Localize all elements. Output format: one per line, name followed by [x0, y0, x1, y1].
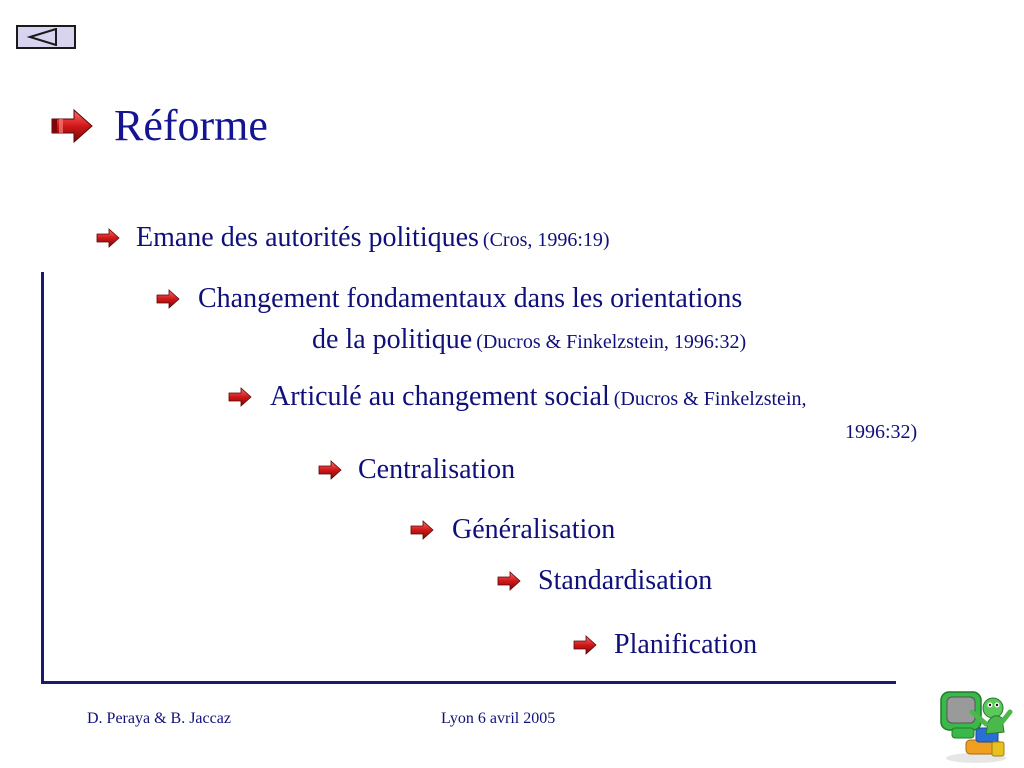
- frame-horizontal-line: [41, 681, 896, 684]
- red-arrow-bullet-icon: [573, 635, 597, 655]
- item-text-line2: de la politique: [312, 324, 473, 355]
- item-text: Articulé au changement social: [270, 381, 610, 412]
- item-text: Emane des autorités politiques: [136, 222, 479, 253]
- footer-event: Lyon 6 avril 2005: [441, 710, 556, 727]
- footer-authors: D. Peraya & B. Jaccaz: [87, 710, 231, 727]
- title-row: [50, 98, 268, 154]
- red-arrow-bullet-icon: [410, 520, 434, 540]
- item-text-line1: Changement fondamentaux dans les orientations: [198, 283, 743, 314]
- item-text: Planification: [614, 629, 758, 660]
- item-citation-line2: 1996:32): [845, 421, 918, 443]
- item-text: Généralisation: [452, 514, 616, 545]
- item-text: Centralisation: [358, 454, 516, 485]
- red-arrow-bullet-icon: [156, 289, 180, 309]
- item-citation: (Cros, 1996:19): [482, 229, 610, 251]
- red-arrow-bullet-icon: [50, 108, 94, 144]
- item-citation: (Ducros & Finkelzstein, 1996:32): [476, 331, 747, 353]
- red-arrow-bullet-icon: [228, 387, 252, 407]
- item-text: Standardisation: [538, 565, 713, 596]
- item-citation: (Ducros & Finkelzstein,: [613, 388, 807, 410]
- red-arrow-bullet-icon: [96, 228, 120, 248]
- red-arrow-bullet-icon: [497, 571, 521, 591]
- back-button[interactable]: [16, 25, 76, 49]
- frame-vertical-line: [41, 272, 44, 684]
- clay-figure-at-computer-icon: [936, 682, 1016, 764]
- red-arrow-bullet-icon: [318, 460, 342, 480]
- triangle-left-icon: [26, 28, 66, 46]
- slide-title: Réforme: [114, 101, 268, 150]
